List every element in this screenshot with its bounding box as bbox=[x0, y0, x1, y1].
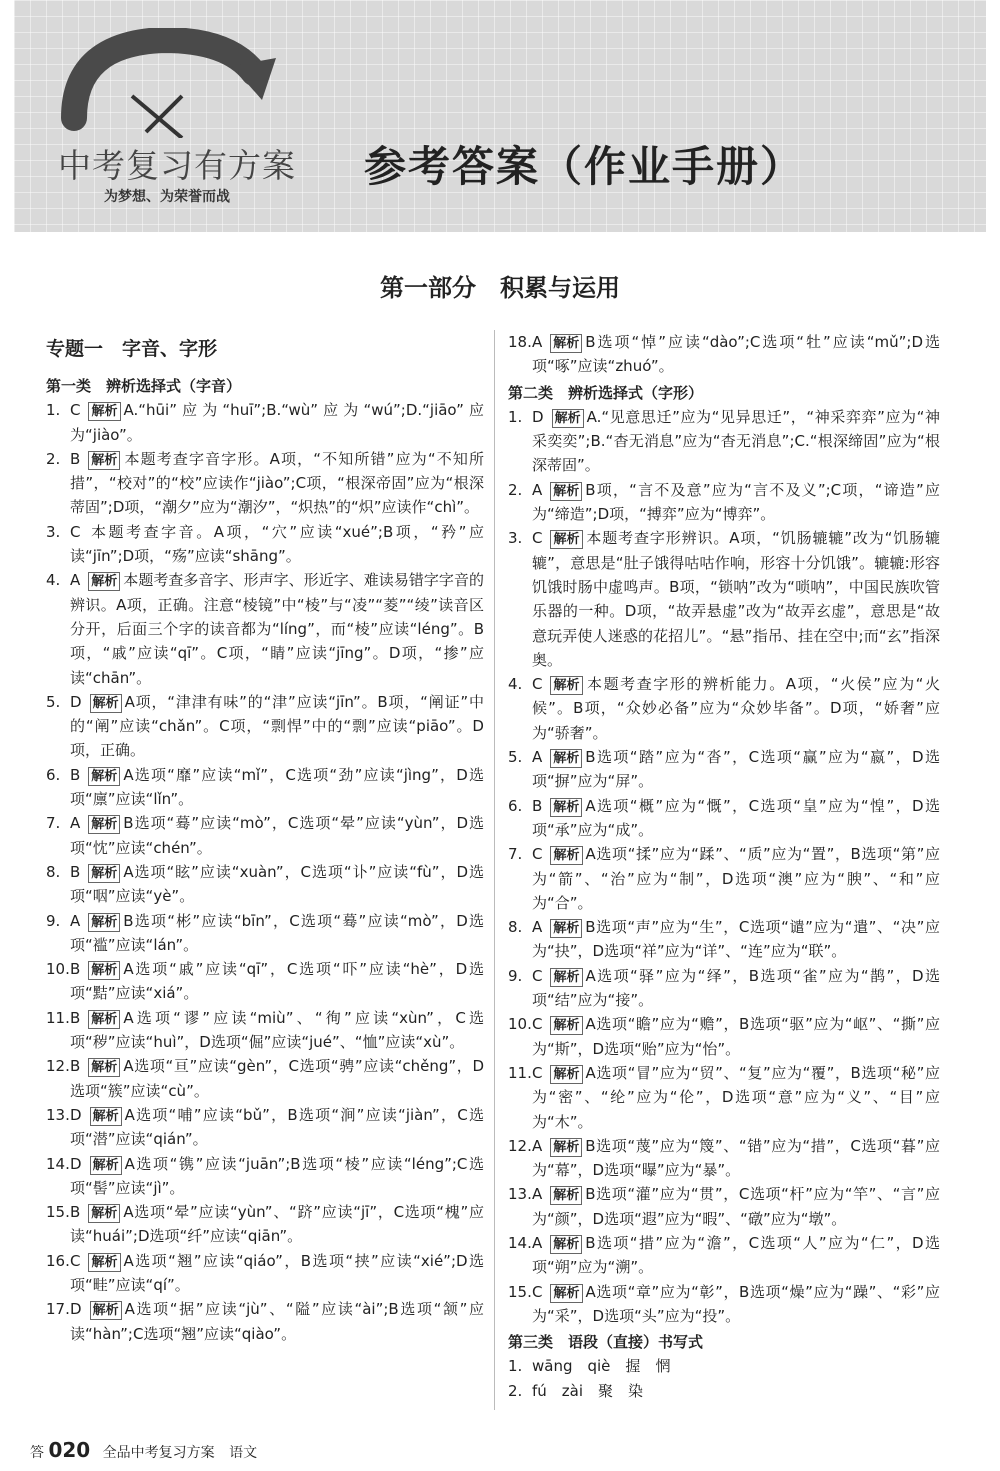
analysis-text: A选项“据”应读“jù”、“隘”应读“ài”;B选项“颔”应读“hàn”;C选项“翘”应读“qiào”。 bbox=[70, 1300, 484, 1343]
answer-item bbox=[46, 447, 484, 520]
analysis-tag: 解析 bbox=[552, 409, 584, 428]
answer-letter: A bbox=[532, 1185, 543, 1204]
analysis-text: A选项“戚”应读“qī”，C选项“吓”应读“hè”，D选项“黠”应读“xiá”。 bbox=[70, 960, 484, 1003]
page-number: 020 bbox=[48, 1438, 91, 1462]
answer-letter: C bbox=[532, 845, 543, 864]
analysis-tag: 解析 bbox=[88, 1010, 120, 1029]
item-number: 2. bbox=[46, 449, 61, 468]
analysis-text: A选项“眩”应读“xuàn”，C选项“讣”应读“fù”，D选项“咽”应读“yè”。 bbox=[70, 862, 484, 906]
analysis-tag: 解析 bbox=[88, 402, 120, 421]
answer-letter: C bbox=[70, 401, 81, 420]
item-number: 7. bbox=[46, 814, 61, 833]
item-number: 1. bbox=[508, 1357, 523, 1376]
answer-item bbox=[508, 526, 940, 672]
item-number: 11. bbox=[508, 1063, 532, 1082]
analysis-text: B选项“踏”应为“沓”，C选项“赢”应为“嬴”，D选项“摒”应为“屏”。 bbox=[532, 748, 940, 791]
answer-item bbox=[508, 405, 940, 478]
analysis-text: 本题考查字形的辨析能力。A项，“火侯”应为“火候”。B项，“众妙必备”应为“众妙毕备”。D项，“娇奢”应为“骄奢”。 bbox=[532, 675, 940, 742]
answer-item bbox=[46, 1297, 484, 1346]
item-number: 5. bbox=[46, 692, 61, 711]
item-number: 6. bbox=[46, 765, 61, 784]
item-number: 16. bbox=[46, 1251, 70, 1270]
answer-item bbox=[508, 1134, 940, 1183]
answer-item bbox=[46, 568, 484, 689]
answer-item bbox=[46, 763, 484, 812]
writing-text: wāng qiè 握 惘 bbox=[532, 1357, 671, 1376]
arrow-logo-icon bbox=[54, 28, 284, 138]
page-title: 参考答案（作业手册） bbox=[364, 142, 805, 191]
answer-letter: A bbox=[532, 1233, 543, 1252]
answer-item bbox=[46, 398, 484, 447]
analysis-text: A选项“亘”应读“gèn”，C选项“骋”应读“chěng”，D选项“簇”应读“cù”。 bbox=[70, 1057, 484, 1100]
answer-letter: C bbox=[532, 1063, 543, 1082]
answer-list-pronunciation bbox=[46, 398, 484, 1346]
item-number: 10. bbox=[508, 1015, 532, 1034]
analysis-tag: 解析 bbox=[550, 968, 582, 987]
analysis-text: A选项“晕”应读“yùn”、“跻”应读“jī”，C选项“槐”应读“huái”;D选项“纤”应读“qiān”。 bbox=[70, 1203, 484, 1246]
item-number: 12. bbox=[46, 1057, 70, 1076]
item-number: 2. bbox=[508, 480, 523, 499]
answer-list-character-form bbox=[508, 405, 940, 1328]
analysis-text: A选项“靡”应读“mǐ”，C选项“劲”应读“jìng”，D选项“廪”应读“lǐn”。 bbox=[70, 765, 484, 809]
answer-letter: B bbox=[532, 796, 543, 815]
answer-letter: C bbox=[532, 675, 543, 694]
answer-item bbox=[508, 745, 940, 794]
answer-letter: D bbox=[70, 692, 82, 711]
analysis-text: 本题考查字形辨识。A项，“饥肠辘辘”改为“饥肠辘辘”，意思是“肚子饿得咕咕作响，形容十分饥饿”。辘辘:形容饥饿时肠中虚鸣声。B项，“锁呐”改为“唢呐”，中国民族吹管乐器的一种。D项，“故弄悬虚”改为“故弄玄虚”，意思是“故意玩弄使人迷惑的花招儿”。“悬”指吊、挂在空中;而“玄”指深奥。 bbox=[532, 529, 940, 669]
answer-item bbox=[508, 330, 940, 379]
answer-item bbox=[508, 915, 940, 964]
item-number: 14. bbox=[508, 1233, 532, 1252]
answer-list-continued bbox=[508, 330, 940, 379]
answer-item bbox=[508, 478, 940, 527]
analysis-tag: 解析 bbox=[88, 961, 120, 980]
analysis-text: B项，“言不及意”应为“言不及义”;C项，“谛造”应为“缔造”;D项，“搏弈”应为“博弈”。 bbox=[532, 480, 940, 524]
answer-letter: C bbox=[532, 1015, 543, 1034]
answer-item bbox=[508, 1061, 940, 1134]
analysis-tag: 解析 bbox=[550, 1235, 582, 1254]
analysis-text: A选项“哺”应读“bǔ”，B选项“涧”应读“jiàn”，C选项“潜”应读“qián”。 bbox=[70, 1105, 484, 1149]
item-number: 13. bbox=[46, 1105, 70, 1124]
answer-item bbox=[508, 1182, 940, 1231]
answer-item bbox=[508, 1231, 940, 1280]
analysis-tag: 解析 bbox=[550, 798, 582, 817]
analysis-tag: 解析 bbox=[550, 1138, 582, 1157]
answer-letter: D bbox=[70, 1154, 82, 1173]
analysis-text: 本题考查字音。A项，“穴”应读“xué”;B项，“矜”应读“jīn”;D项，“殇”应读“shāng”。 bbox=[70, 522, 484, 566]
answer-letter: B bbox=[70, 862, 81, 881]
analysis-text: A选项“冒”应为“贸”、“复”应为“覆”，B选项“秘”应为“密”、“纶”应为“伦”，D选项“意”应为“义”、“目”应为“木”。 bbox=[532, 1063, 940, 1131]
item-number: 4. bbox=[508, 675, 523, 694]
answer-item bbox=[46, 520, 484, 569]
answer-letter: A bbox=[70, 911, 81, 930]
analysis-text: B选项“悼”应读“dào”;C选项“牡”应读“mǔ”;D选项“啄”应读“zhuó”。 bbox=[532, 333, 940, 376]
analysis-tag: 解析 bbox=[550, 919, 582, 938]
item-number: 1. bbox=[508, 407, 523, 426]
analysis-tag: 解析 bbox=[550, 749, 582, 768]
item-number: 12. bbox=[508, 1136, 532, 1155]
writing-item bbox=[508, 1379, 940, 1403]
answer-letter: D bbox=[532, 407, 544, 426]
writing-text: fú zài 聚 染 bbox=[532, 1381, 644, 1400]
item-number: 1. bbox=[46, 401, 61, 420]
analysis-text: A选项“章”应为“彰”，B选项“燥”应为“躁”、“彩”应为“采”，D选项“头”应为“投”。 bbox=[532, 1282, 940, 1325]
answer-letter: A bbox=[532, 1136, 543, 1155]
page-footer bbox=[30, 1438, 257, 1462]
item-number: 4. bbox=[46, 571, 61, 590]
brand-name: 中考复习有方案 bbox=[58, 146, 296, 185]
topic-heading: 专题一 字音、字形 bbox=[46, 338, 218, 360]
item-number: 9. bbox=[46, 911, 61, 930]
analysis-text: A选项“驿”应为“绎”，B选项“雀”应为“鹊”，D选项“结”应为“接”。 bbox=[532, 966, 940, 1010]
item-number: 2. bbox=[508, 1381, 523, 1400]
item-number: 18. bbox=[508, 333, 532, 351]
analysis-text: A选项“概”应为“慨”，C选项“皇”应为“惶”，D选项“承”应为“成”。 bbox=[532, 796, 940, 839]
analysis-tag: 解析 bbox=[88, 815, 120, 834]
answer-item bbox=[46, 1006, 484, 1055]
analysis-text: A选项“谬”应读“miù”、“徇”应读“xùn”，C选项“秽”应读“huì”，D选项“倔”应读“jué”、“恤”应读“xù”。 bbox=[70, 1008, 484, 1052]
answer-letter: B bbox=[70, 449, 81, 468]
item-number: 3. bbox=[46, 522, 61, 541]
analysis-text: A项，“津津有味”的“津”应读“jīn”。B项，“阐证”中的“阐”应读“chǎn”。C项，“剽悍”中的“剽”应读“piāo”。D项，正确。 bbox=[70, 692, 484, 760]
category-heading: 第一类 辨析选择式（字音） bbox=[46, 377, 242, 395]
analysis-tag: 解析 bbox=[88, 451, 120, 470]
analysis-tag: 解析 bbox=[550, 1186, 582, 1205]
answer-letter: C bbox=[532, 1282, 543, 1301]
analysis-tag: 解析 bbox=[550, 1016, 582, 1035]
analysis-text: 本题考查字音字形。A项，“不知所错”应为“不知所措”，“校对”的“校”应读作“jiào”;C项，“根深帝固”应为“根深蒂固”;D项，“潮夕”应为“潮汐”，“炽热”的“炽”应读作“chì”。 bbox=[70, 449, 484, 517]
answer-letter: A bbox=[532, 918, 543, 937]
analysis-text: B选项“蓦”应读“mò”，C选项“晕”应读“yùn”，D选项“忱”应读“chén”。 bbox=[70, 814, 484, 857]
item-number: 9. bbox=[508, 966, 523, 985]
answer-item bbox=[46, 957, 484, 1006]
analysis-tag: 解析 bbox=[550, 482, 582, 501]
answer-item bbox=[508, 964, 940, 1013]
answer-letter: A bbox=[70, 814, 81, 833]
answer-item bbox=[508, 794, 940, 843]
answer-letter: A bbox=[532, 748, 543, 767]
answer-item bbox=[508, 1012, 940, 1061]
answer-letter: B bbox=[70, 960, 81, 979]
answer-item bbox=[46, 1103, 484, 1152]
analysis-text: 本题考查多音字、形声字、形近字、难读易错字字音的辨识。A项，正确。注意“棱镜”中“棱”与“凌”“菱”“绫”读音区分开，后面三个字的读音都为“líng”，而“棱”应读“léng”。B项，“戚”应读“qī”。C项，“睛”应读“jīng”。D项，“掺”应读“chān”。 bbox=[70, 571, 484, 687]
analysis-text: B选项“灌”应为“贯”，C选项“杆”应为“竿”、“言”应为“颜”，D选项“遐”应为“暇”、“礅”应为“墩”。 bbox=[532, 1185, 940, 1228]
category-heading: 第二类 辨析选择式（字形） bbox=[508, 383, 704, 402]
right-column bbox=[508, 330, 940, 1420]
answer-list-writing bbox=[508, 1354, 940, 1403]
answer-item bbox=[46, 1249, 484, 1298]
answer-item bbox=[46, 690, 484, 763]
item-number: 6. bbox=[508, 796, 523, 815]
analysis-text: B选项“蔑”应为“篾”、“错”应为“措”，C选项“暮”应为“幕”，D选项“曝”应为“暴”。 bbox=[532, 1136, 940, 1180]
answer-item bbox=[46, 1200, 484, 1249]
analysis-tag: 解析 bbox=[550, 1065, 582, 1084]
item-number: 7. bbox=[508, 845, 523, 864]
analysis-text: A.“见意思迁”应为“见异思迁”，“神采弈弈”应为“神采奕奕”;B.“杳无消息”应为“杳无消息”;C.“根深缔固”应为“根深蒂固”。 bbox=[532, 407, 940, 475]
column-divider bbox=[494, 330, 495, 1410]
answer-letter: C bbox=[70, 1251, 81, 1270]
brand-slogan: 为梦想、为荣誉而战 bbox=[104, 189, 230, 205]
analysis-tag: 解析 bbox=[90, 1156, 122, 1175]
subject-label: 语文 bbox=[229, 1445, 258, 1461]
item-number: 15. bbox=[508, 1282, 532, 1301]
book-title: 全品中考复习方案 bbox=[102, 1445, 215, 1461]
answer-letter: A bbox=[70, 571, 81, 590]
answer-letter: C bbox=[532, 966, 543, 985]
item-number: 3. bbox=[508, 529, 523, 548]
analysis-text: B选项“声”应为“生”，C选项“谴”应为“遣”、“决”应为“抉”，D选项“祥”应为“详”、“连”应为“联”。 bbox=[532, 918, 940, 961]
analysis-tag: 解析 bbox=[88, 767, 120, 786]
analysis-text: A.“hūi”应为“huī”;B.“wù”应为“wú”;D.“jiāo”应为“jiào”。 bbox=[70, 401, 484, 444]
answer-letter: A bbox=[532, 480, 543, 499]
answer-letter: C bbox=[532, 529, 543, 548]
analysis-tag: 解析 bbox=[550, 334, 582, 353]
answer-letter: D bbox=[70, 1105, 82, 1124]
category-heading: 第三类 语段（直接）书写式 bbox=[508, 1333, 704, 1352]
page-prefix: 答 bbox=[30, 1445, 44, 1461]
analysis-tag: 解析 bbox=[90, 1107, 122, 1126]
analysis-tag: 解析 bbox=[88, 913, 120, 932]
writing-item bbox=[508, 1354, 940, 1378]
answer-item bbox=[508, 1280, 940, 1329]
analysis-tag: 解析 bbox=[88, 572, 120, 591]
analysis-tag: 解析 bbox=[90, 1301, 122, 1320]
analysis-text: A选项“揉”应为“蹂”、“质”应为“置”，B选项“第”应为“箭”、“治”应为“制”，D选项“澳”应为“腴”、“和”应为“合”。 bbox=[532, 845, 940, 912]
analysis-text: B选项“措”应为“澹”，C选项“人”应为“仁”，D选项“朔”应为“溯”。 bbox=[532, 1233, 940, 1277]
page-header bbox=[14, 0, 986, 232]
analysis-tag: 解析 bbox=[550, 1284, 582, 1303]
answer-item bbox=[46, 811, 484, 860]
analysis-tag: 解析 bbox=[88, 1204, 120, 1223]
item-number: 11. bbox=[46, 1008, 70, 1027]
analysis-text: A选项“镌”应读“juān”;B选项“棱”应读“léng”;C选项“髻”应读“jì”。 bbox=[70, 1154, 484, 1197]
item-number: 5. bbox=[508, 748, 523, 767]
part-title: 第一部分 积累与运用 bbox=[380, 274, 620, 302]
analysis-tag: 解析 bbox=[550, 846, 582, 865]
analysis-tag: 解析 bbox=[88, 1253, 120, 1272]
analysis-tag: 解析 bbox=[550, 676, 582, 695]
analysis-text: B选项“彬”应读“bīn”，C选项“蓦”应读“mò”，D选项“褴”应读“lán”。 bbox=[70, 911, 484, 954]
item-number: 8. bbox=[46, 862, 61, 881]
answer-item bbox=[46, 1054, 484, 1103]
item-number: 13. bbox=[508, 1185, 532, 1204]
analysis-text: A选项“瞻”应为“赡”，B选项“驱”应为“岖”、“撕”应为“斯”，D选项“贻”应为“怡”。 bbox=[532, 1015, 940, 1058]
item-number: 14. bbox=[46, 1154, 70, 1173]
answer-letter: B bbox=[70, 765, 81, 784]
answer-item bbox=[46, 860, 484, 909]
answer-letter: B bbox=[70, 1008, 81, 1027]
analysis-tag: 解析 bbox=[90, 694, 122, 713]
answer-item bbox=[508, 672, 940, 745]
answer-letter: D bbox=[70, 1300, 82, 1319]
item-number: 8. bbox=[508, 918, 523, 937]
answer-letter: B bbox=[70, 1057, 81, 1076]
left-column bbox=[46, 330, 484, 1420]
item-number: 15. bbox=[46, 1203, 70, 1222]
item-number: 10. bbox=[46, 960, 70, 979]
answer-letter: A bbox=[532, 333, 543, 351]
analysis-tag: 解析 bbox=[88, 864, 120, 883]
answer-item bbox=[46, 1152, 484, 1201]
item-number: 17. bbox=[46, 1300, 70, 1319]
answer-item bbox=[46, 909, 484, 958]
answer-item bbox=[508, 842, 940, 915]
answer-letter: B bbox=[70, 1203, 81, 1222]
analysis-tag: 解析 bbox=[88, 1058, 120, 1077]
analysis-tag: 解析 bbox=[550, 530, 582, 549]
answer-letter: C bbox=[70, 522, 81, 541]
analysis-text: A选项“翘”应读“qiáo”，B选项“挟”应读“xié”;D选项“畦”应读“qí”。 bbox=[70, 1251, 484, 1294]
